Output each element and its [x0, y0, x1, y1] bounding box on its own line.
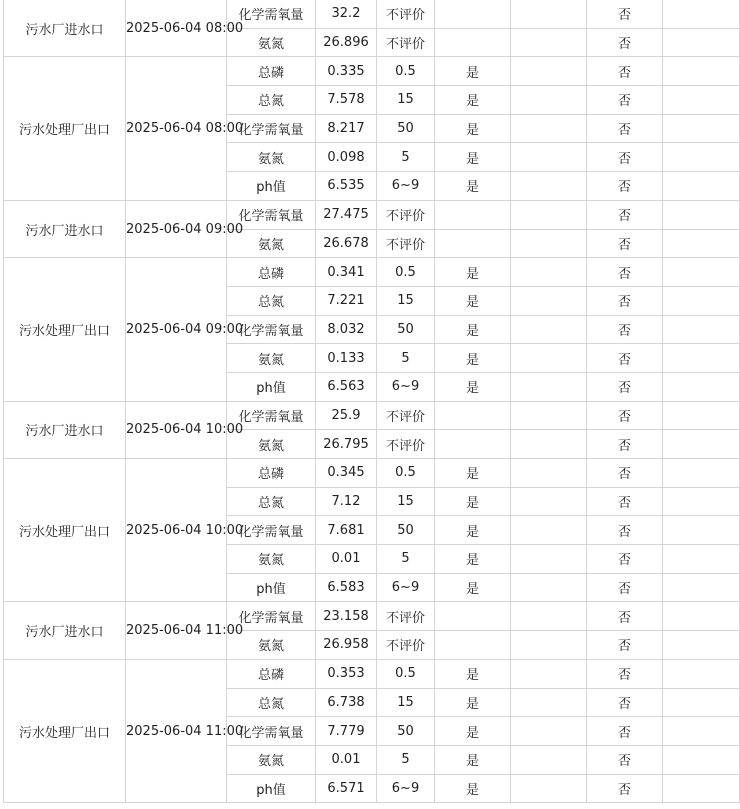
sample-time-cell: 2025-06-04 09:00 [126, 258, 227, 401]
standard-limit-cell: 15 [377, 86, 435, 115]
standard-limit-cell: 不评价 [377, 0, 435, 28]
empty-cell [663, 200, 740, 229]
exceeded-cell: 否 [587, 286, 663, 315]
compliant-cell: 是 [435, 286, 511, 315]
empty-cell [663, 573, 740, 602]
empty-cell [663, 28, 740, 57]
compliant-cell [435, 602, 511, 631]
item-name-cell: 化学需氧量 [227, 602, 316, 631]
item-name-cell: ph值 [227, 372, 316, 401]
measured-value-cell: 7.681 [316, 516, 377, 545]
measured-value-cell: 26.896 [316, 28, 377, 57]
table-row [4, 200, 740, 229]
exceeded-cell: 否 [587, 143, 663, 172]
item-name-cell: 氨氮 [227, 28, 316, 57]
item-name-cell: 化学需氧量 [227, 401, 316, 430]
exceeded-cell: 否 [587, 545, 663, 574]
empty-cell [511, 688, 587, 717]
standard-limit-cell: 15 [377, 487, 435, 516]
compliant-cell: 是 [435, 114, 511, 143]
monitoring-table-body [4, 0, 740, 803]
sample-time-cell: 2025-06-04 11:00 [126, 659, 227, 802]
compliant-cell: 是 [435, 57, 511, 86]
exceeded-cell: 否 [587, 258, 663, 287]
measured-value-cell: 32.2 [316, 0, 377, 28]
standard-limit-cell: 0.5 [377, 459, 435, 488]
standard-limit-cell: 50 [377, 516, 435, 545]
standard-limit-cell: 不评价 [377, 401, 435, 430]
item-name-cell: 总氮 [227, 487, 316, 516]
measured-value-cell: 6.583 [316, 573, 377, 602]
measured-value-cell: 0.335 [316, 57, 377, 86]
exceeded-cell: 否 [587, 487, 663, 516]
empty-cell [511, 286, 587, 315]
table-row [4, 659, 740, 688]
sample-time-cell: 2025-06-04 08:00 [126, 57, 227, 200]
measured-value-cell: 0.098 [316, 143, 377, 172]
measured-value-cell: 6.563 [316, 372, 377, 401]
sample-time-cell: 2025-06-04 10:00 [126, 401, 227, 458]
empty-cell [511, 229, 587, 258]
standard-limit-cell: 5 [377, 344, 435, 373]
standard-limit-cell: 0.5 [377, 57, 435, 86]
measured-value-cell: 26.678 [316, 229, 377, 258]
item-name-cell: 化学需氧量 [227, 200, 316, 229]
site-name-cell: 污水厂进水口 [4, 401, 126, 458]
empty-cell [511, 717, 587, 746]
exceeded-cell: 否 [587, 57, 663, 86]
compliant-cell: 是 [435, 172, 511, 201]
table-row [4, 459, 740, 488]
exceeded-cell: 否 [587, 344, 663, 373]
exceeded-cell: 否 [587, 229, 663, 258]
compliant-cell: 是 [435, 487, 511, 516]
item-name-cell: 氨氮 [227, 545, 316, 574]
item-name-cell: 氨氮 [227, 143, 316, 172]
measured-value-cell: 8.217 [316, 114, 377, 143]
compliant-cell: 是 [435, 315, 511, 344]
empty-cell [663, 774, 740, 803]
empty-cell [663, 401, 740, 430]
item-name-cell: ph值 [227, 774, 316, 803]
compliant-cell: 是 [435, 745, 511, 774]
measured-value-cell: 0.341 [316, 258, 377, 287]
compliant-cell: 是 [435, 545, 511, 574]
measured-value-cell: 26.795 [316, 430, 377, 459]
site-name-cell: 污水处理厂出口 [4, 57, 126, 200]
standard-limit-cell: 不评价 [377, 229, 435, 258]
compliant-cell: 是 [435, 372, 511, 401]
measured-value-cell: 0.133 [316, 344, 377, 373]
empty-cell [663, 172, 740, 201]
item-name-cell: 氨氮 [227, 430, 316, 459]
measured-value-cell: 0.01 [316, 745, 377, 774]
empty-cell [663, 659, 740, 688]
empty-cell [511, 143, 587, 172]
compliant-cell: 是 [435, 659, 511, 688]
measured-value-cell: 0.01 [316, 545, 377, 574]
empty-cell [511, 459, 587, 488]
exceeded-cell: 否 [587, 172, 663, 201]
empty-cell [663, 258, 740, 287]
exceeded-cell: 否 [587, 631, 663, 660]
empty-cell [663, 57, 740, 86]
standard-limit-cell: 6~9 [377, 774, 435, 803]
empty-cell [663, 143, 740, 172]
exceeded-cell: 否 [587, 573, 663, 602]
table-row [4, 401, 740, 430]
standard-limit-cell: 不评价 [377, 430, 435, 459]
compliant-cell [435, 0, 511, 28]
empty-cell [511, 602, 587, 631]
empty-cell [663, 717, 740, 746]
compliant-cell: 是 [435, 573, 511, 602]
standard-limit-cell: 不评价 [377, 602, 435, 631]
compliant-cell: 是 [435, 344, 511, 373]
site-name-cell: 污水厂进水口 [4, 200, 126, 257]
exceeded-cell: 否 [587, 717, 663, 746]
exceeded-cell: 否 [587, 315, 663, 344]
measured-value-cell: 7.779 [316, 717, 377, 746]
standard-limit-cell: 0.5 [377, 659, 435, 688]
empty-cell [663, 372, 740, 401]
item-name-cell: ph值 [227, 573, 316, 602]
compliant-cell [435, 401, 511, 430]
exceeded-cell: 否 [587, 28, 663, 57]
empty-cell [663, 602, 740, 631]
empty-cell [511, 315, 587, 344]
standard-limit-cell: 15 [377, 688, 435, 717]
empty-cell [511, 28, 587, 57]
measured-value-cell: 8.032 [316, 315, 377, 344]
empty-cell [663, 688, 740, 717]
measured-value-cell: 0.345 [316, 459, 377, 488]
sample-time-cell: 2025-06-04 09:00 [126, 200, 227, 257]
item-name-cell: 氨氮 [227, 229, 316, 258]
empty-cell [511, 659, 587, 688]
compliant-cell: 是 [435, 143, 511, 172]
empty-cell [663, 430, 740, 459]
empty-cell [511, 573, 587, 602]
exceeded-cell: 否 [587, 688, 663, 717]
measured-value-cell: 7.221 [316, 286, 377, 315]
empty-cell [511, 631, 587, 660]
empty-cell [511, 516, 587, 545]
standard-limit-cell: 5 [377, 545, 435, 574]
standard-limit-cell: 不评价 [377, 200, 435, 229]
empty-cell [511, 774, 587, 803]
sample-time-cell: 2025-06-04 08:00 [126, 0, 227, 57]
standard-limit-cell: 15 [377, 286, 435, 315]
site-name-cell: 污水处理厂出口 [4, 258, 126, 401]
exceeded-cell: 否 [587, 602, 663, 631]
exceeded-cell: 否 [587, 0, 663, 28]
monitoring-table [3, 0, 740, 803]
standard-limit-cell: 不评价 [377, 28, 435, 57]
empty-cell [663, 286, 740, 315]
measured-value-cell: 6.571 [316, 774, 377, 803]
measured-value-cell: 0.353 [316, 659, 377, 688]
empty-cell [663, 516, 740, 545]
empty-cell [511, 57, 587, 86]
empty-cell [663, 114, 740, 143]
exceeded-cell: 否 [587, 430, 663, 459]
standard-limit-cell: 0.5 [377, 258, 435, 287]
exceeded-cell: 否 [587, 745, 663, 774]
standard-limit-cell: 不评价 [377, 631, 435, 660]
item-name-cell: 化学需氧量 [227, 114, 316, 143]
item-name-cell: 总磷 [227, 459, 316, 488]
sample-time-cell: 2025-06-04 11:00 [126, 602, 227, 659]
item-name-cell: 氨氮 [227, 344, 316, 373]
empty-cell [663, 545, 740, 574]
item-name-cell: 化学需氧量 [227, 315, 316, 344]
measured-value-cell: 27.475 [316, 200, 377, 229]
compliant-cell: 是 [435, 516, 511, 545]
item-name-cell: 化学需氧量 [227, 0, 316, 28]
table-row [4, 57, 740, 86]
empty-cell [511, 114, 587, 143]
empty-cell [663, 315, 740, 344]
standard-limit-cell: 6~9 [377, 372, 435, 401]
empty-cell [511, 372, 587, 401]
empty-cell [511, 401, 587, 430]
standard-limit-cell: 5 [377, 745, 435, 774]
table-row [4, 602, 740, 631]
compliant-cell: 是 [435, 774, 511, 803]
compliant-cell: 是 [435, 258, 511, 287]
empty-cell [511, 745, 587, 774]
site-name-cell: 污水处理厂出口 [4, 459, 126, 602]
site-name-cell: 污水厂进水口 [4, 0, 126, 57]
sample-time-cell: 2025-06-04 10:00 [126, 459, 227, 602]
empty-cell [511, 430, 587, 459]
compliant-cell: 是 [435, 459, 511, 488]
measured-value-cell: 23.158 [316, 602, 377, 631]
compliant-cell [435, 200, 511, 229]
site-name-cell: 污水处理厂出口 [4, 659, 126, 802]
item-name-cell: 化学需氧量 [227, 717, 316, 746]
empty-cell [511, 86, 587, 115]
compliant-cell [435, 430, 511, 459]
compliant-cell: 是 [435, 717, 511, 746]
item-name-cell: 化学需氧量 [227, 516, 316, 545]
exceeded-cell: 否 [587, 516, 663, 545]
item-name-cell: 总磷 [227, 57, 316, 86]
item-name-cell: 总磷 [227, 258, 316, 287]
table-row [4, 0, 740, 28]
exceeded-cell: 否 [587, 459, 663, 488]
empty-cell [511, 487, 587, 516]
measured-value-cell: 7.12 [316, 487, 377, 516]
table-row [4, 258, 740, 287]
empty-cell [511, 200, 587, 229]
empty-cell [663, 745, 740, 774]
item-name-cell: 总氮 [227, 286, 316, 315]
measured-value-cell: 6.738 [316, 688, 377, 717]
empty-cell [511, 172, 587, 201]
compliant-cell: 是 [435, 688, 511, 717]
standard-limit-cell: 50 [377, 717, 435, 746]
empty-cell [663, 86, 740, 115]
item-name-cell: 总磷 [227, 659, 316, 688]
empty-cell [663, 229, 740, 258]
standard-limit-cell: 50 [377, 114, 435, 143]
empty-cell [511, 0, 587, 28]
empty-cell [663, 631, 740, 660]
item-name-cell: 总氮 [227, 86, 316, 115]
empty-cell [511, 258, 587, 287]
empty-cell [511, 545, 587, 574]
compliant-cell: 是 [435, 86, 511, 115]
exceeded-cell: 否 [587, 372, 663, 401]
measured-value-cell: 7.578 [316, 86, 377, 115]
empty-cell [511, 344, 587, 373]
site-name-cell: 污水厂进水口 [4, 602, 126, 659]
empty-cell [663, 487, 740, 516]
standard-limit-cell: 6~9 [377, 573, 435, 602]
measured-value-cell: 26.958 [316, 631, 377, 660]
item-name-cell: 氨氮 [227, 631, 316, 660]
item-name-cell: ph值 [227, 172, 316, 201]
measured-value-cell: 25.9 [316, 401, 377, 430]
exceeded-cell: 否 [587, 114, 663, 143]
exceeded-cell: 否 [587, 659, 663, 688]
compliant-cell [435, 229, 511, 258]
exceeded-cell: 否 [587, 774, 663, 803]
exceeded-cell: 否 [587, 401, 663, 430]
exceeded-cell: 否 [587, 86, 663, 115]
empty-cell [663, 459, 740, 488]
standard-limit-cell: 5 [377, 143, 435, 172]
measured-value-cell: 6.535 [316, 172, 377, 201]
exceeded-cell: 否 [587, 200, 663, 229]
item-name-cell: 氨氮 [227, 745, 316, 774]
standard-limit-cell: 50 [377, 315, 435, 344]
compliant-cell [435, 631, 511, 660]
compliant-cell [435, 28, 511, 57]
empty-cell [663, 344, 740, 373]
standard-limit-cell: 6~9 [377, 172, 435, 201]
empty-cell [663, 0, 740, 28]
item-name-cell: 总氮 [227, 688, 316, 717]
